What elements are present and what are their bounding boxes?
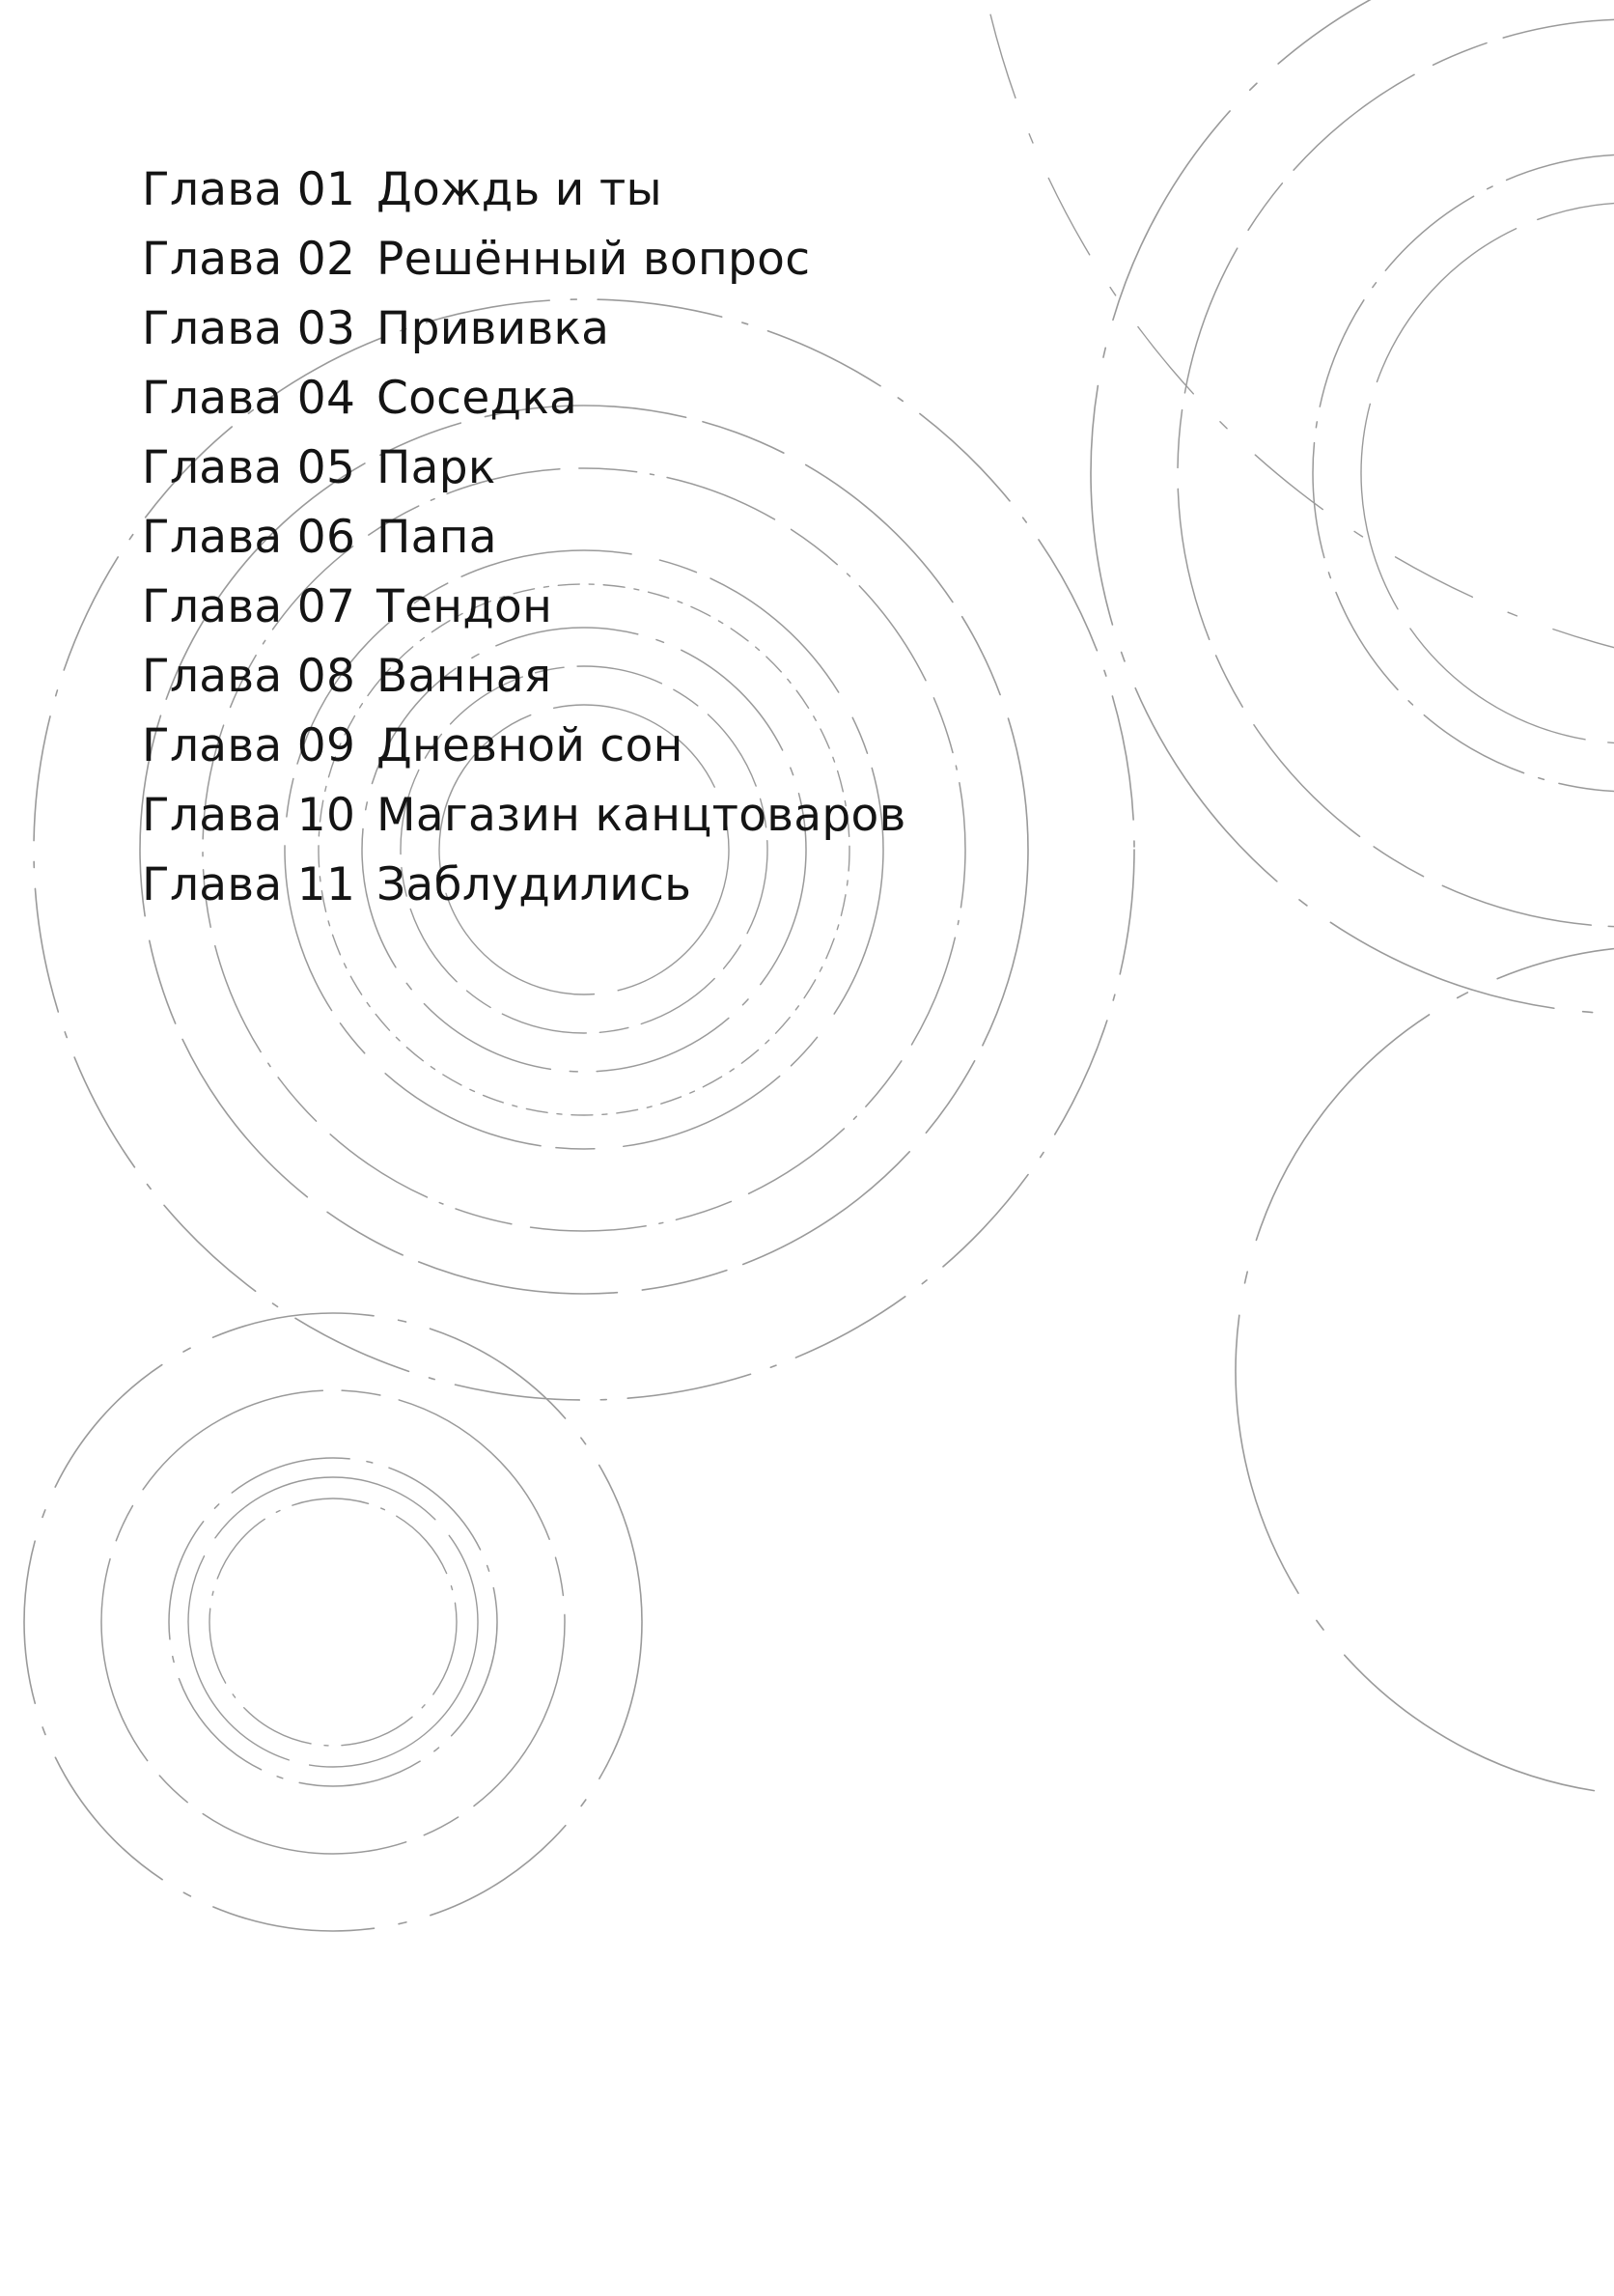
chapter-title: Парк [376, 440, 496, 494]
chapter-number: Глава 05 [142, 440, 356, 494]
chapter-title: Ванная [376, 649, 552, 703]
chapter-title: Тендон [376, 579, 553, 633]
table-of-contents [142, 154, 906, 919]
decor-circle [24, 1313, 642, 1931]
toc-entry[interactable] [142, 363, 906, 433]
decor-circle [101, 1390, 565, 1854]
decor-circle [169, 1458, 497, 1786]
decor-circle [209, 1498, 457, 1746]
decor-circle [1236, 946, 1614, 1796]
toc-entry[interactable] [142, 641, 906, 711]
decor-circle [1361, 203, 1614, 743]
chapter-title: Папа [376, 510, 497, 564]
chapter-title: Заблудились [376, 857, 692, 911]
chapter-title: Соседка [376, 371, 578, 425]
toc-entry[interactable] [142, 154, 906, 224]
toc-entry[interactable] [142, 572, 906, 641]
toc-entry[interactable] [142, 224, 906, 294]
chapter-number: Глава 07 [142, 579, 356, 633]
chapter-title: Решённый вопрос [376, 232, 811, 286]
chapter-number: Глава 08 [142, 649, 356, 703]
chapter-number: Глава 02 [142, 232, 356, 286]
decor-circle [965, 0, 1614, 676]
decor-circle [188, 1477, 478, 1767]
chapter-title: Дневной сон [376, 718, 683, 772]
chapter-number: Глава 06 [142, 510, 356, 564]
chapter-title: Прививка [376, 301, 610, 355]
chapter-title: Дождь и ты [376, 162, 662, 216]
toc-entry[interactable] [142, 294, 906, 363]
decor-circle [1091, 0, 1614, 1014]
chapter-number: Глава 01 [142, 162, 356, 216]
toc-entry[interactable] [142, 502, 906, 572]
chapter-title: Магазин канцтоваров [376, 788, 906, 842]
chapter-number: Глава 10 [142, 788, 356, 842]
toc-entry[interactable] [142, 850, 906, 919]
chapter-number: Глава 09 [142, 718, 356, 772]
chapter-number: Глава 11 [142, 857, 356, 911]
chapter-number: Глава 04 [142, 371, 356, 425]
toc-entry[interactable] [142, 780, 906, 850]
chapter-number: Глава 03 [142, 301, 356, 355]
toc-entry[interactable] [142, 711, 906, 780]
decor-circle [1178, 19, 1614, 927]
toc-entry[interactable] [142, 433, 906, 502]
decor-circle [1313, 154, 1614, 792]
